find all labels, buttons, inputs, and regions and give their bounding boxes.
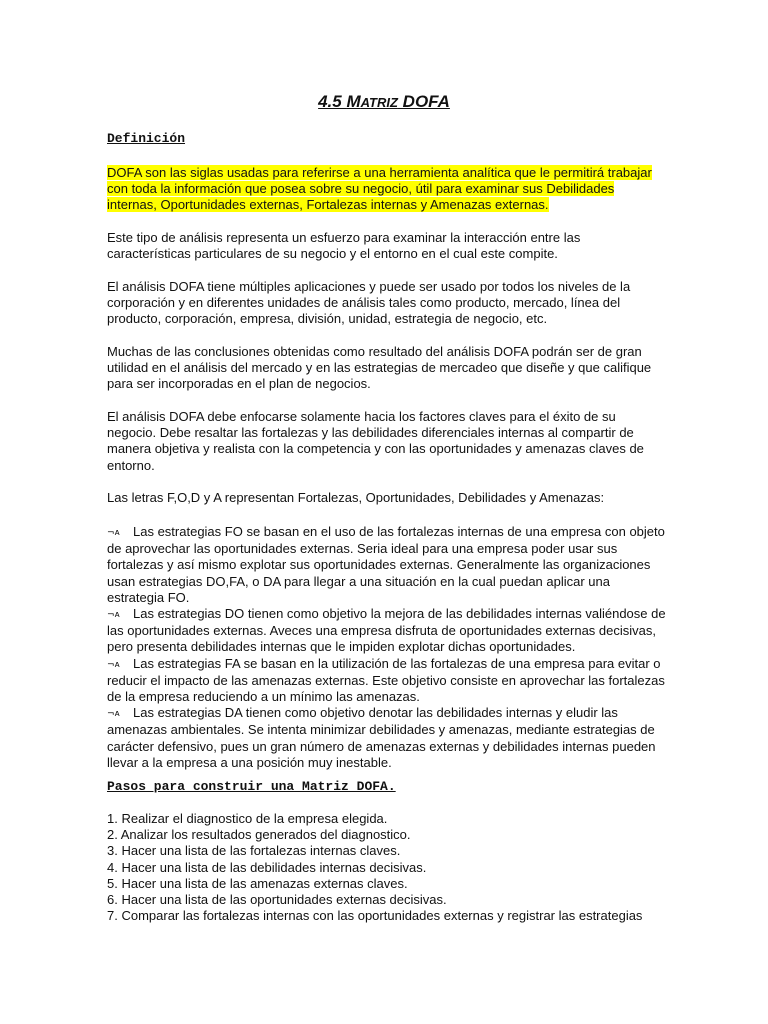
- steps-heading: Pasos para construir una Matriz DOFA.: [107, 779, 396, 794]
- bullet-text: Las estrategias FA se basan en la utilización de las fortalezas de una empresa para evitar o reducir el impacto de las amenazas externas. Este objetivo consiste en aprovechar las fortalezas de la empresa reduciendo a un mínimo las amenazas.: [107, 655, 665, 705]
- list-item: [107, 705, 667, 771]
- bullet-icon: ¬ᴀ: [107, 659, 120, 670]
- bullet-icon: ¬ᴀ: [107, 528, 120, 538]
- list-item: 3. Hacer una lista de las fortalezas internas claves.: [107, 843, 401, 859]
- paragraph-conclusions: Muchas de las conclusiones obtenidas como resultado del análisis DOFA podrán ser de gran utilidad en el análisis del mercado y en las estrategias de mercadeo que diseñe y que califique para ser incorporadas en el plan de negocios.: [107, 344, 652, 392]
- list-item: 5. Hacer una lista de las amenazas externas claves.: [107, 875, 408, 891]
- list-item: 7. Comparar las fortalezas internas con las oportunidades externas y registrar las estrategias: [107, 908, 643, 924]
- title-small-caps: ATRIZ: [360, 95, 398, 110]
- bullet-icon: ¬ᴀ: [107, 610, 120, 621]
- title-tail: DOFA: [397, 92, 450, 111]
- list-item: [107, 524, 667, 606]
- title-number: 4.5: [318, 92, 347, 111]
- strategies-list: [107, 524, 667, 771]
- list-item: 1. Realizar el diagnostico de la empresa elegida.: [107, 811, 388, 826]
- list-item: 4. Hacer una lista de las debilidades internas decisivas.: [107, 859, 427, 875]
- paragraph-analysis: Este tipo de análisis representa un esfuerzo para examinar la interacción entre las características particulares de su negocio y el entorno en el cual este compite.: [107, 230, 581, 262]
- steps-list: [107, 811, 687, 924]
- highlighted-text: DOFA son las siglas usadas para referirse a una herramienta analítica que le permitirá trabajar con toda la información que posea sobre su negocio, útil para examinar sus Debilidades internas, Oportunidades externas, Fortalezas internas y Amenazas externas.: [107, 165, 652, 213]
- list-item: 2. Analizar los resultados generados del diagnostico.: [107, 827, 411, 843]
- list-item: 6. Hacer una lista de las oportunidades externas decisivas.: [107, 892, 447, 908]
- paragraph-focus: El análisis DOFA debe enfocarse solamente hacia los factores claves para el éxito de su negocio. Debe resaltar las fortalezas y las debilidades diferenciales internas al compartir de manera objetiva y realista con la competencia y con las oportunidades y amenazas claves de entorno.: [107, 409, 644, 473]
- paragraph-letters: Las letras F,O,D y A representan Fortalezas, Oportunidades, Debilidades y Amenazas:: [107, 490, 605, 505]
- page-title: [0, 92, 768, 113]
- paragraph-definition: [107, 165, 667, 214]
- bullet-text: Las estrategias DA tienen como objetivo denotar las debilidades internas y eludir las amenazas ambientales. Se intenta minimizar debilidades y amenazas, mediante estrategias de carácter defensivo, pues un gran número de amenazas externas y debilidades internas pueden llevar a la empresa a una posición muy inestable.: [107, 705, 656, 770]
- paragraph-applications: El análisis DOFA tiene múltiples aplicaciones y puede ser usado por todos los niveles de la corporación y en diferentes unidades de análisis tales como producto, mercado, línea del producto, corporación, empresa, división, unidad, estrategia de negocio, etc.: [107, 279, 631, 327]
- bullet-text: Las estrategias DO tienen como objetivo la mejora de las debilidades internas valiéndose de las oportunidades externas. Aveces una empresa disfruta de oportunidades externas decisivas, pero presenta debilidades internas que le impiden explotar dichas oportunidades.: [107, 606, 666, 655]
- definition-heading: Definición: [107, 131, 186, 146]
- title-first-letter: M: [346, 92, 361, 111]
- list-item: [107, 606, 667, 656]
- bullet-text: Las estrategias FO se basan en el uso de las fortalezas internas de una empresa con objeto de aprovechar las oportunidades externas. Seria ideal para una empresa poder usar sus fortalezas y así mismo explotar sus oportunidades externas. Generalmente las organizaciones usan estrategias DO,FA, o DA para llegar a una situación en la cual puedan aplicar una estrategia FO.: [107, 524, 665, 605]
- list-item: [107, 656, 667, 706]
- bullet-icon: ¬ᴀ: [107, 709, 120, 720]
